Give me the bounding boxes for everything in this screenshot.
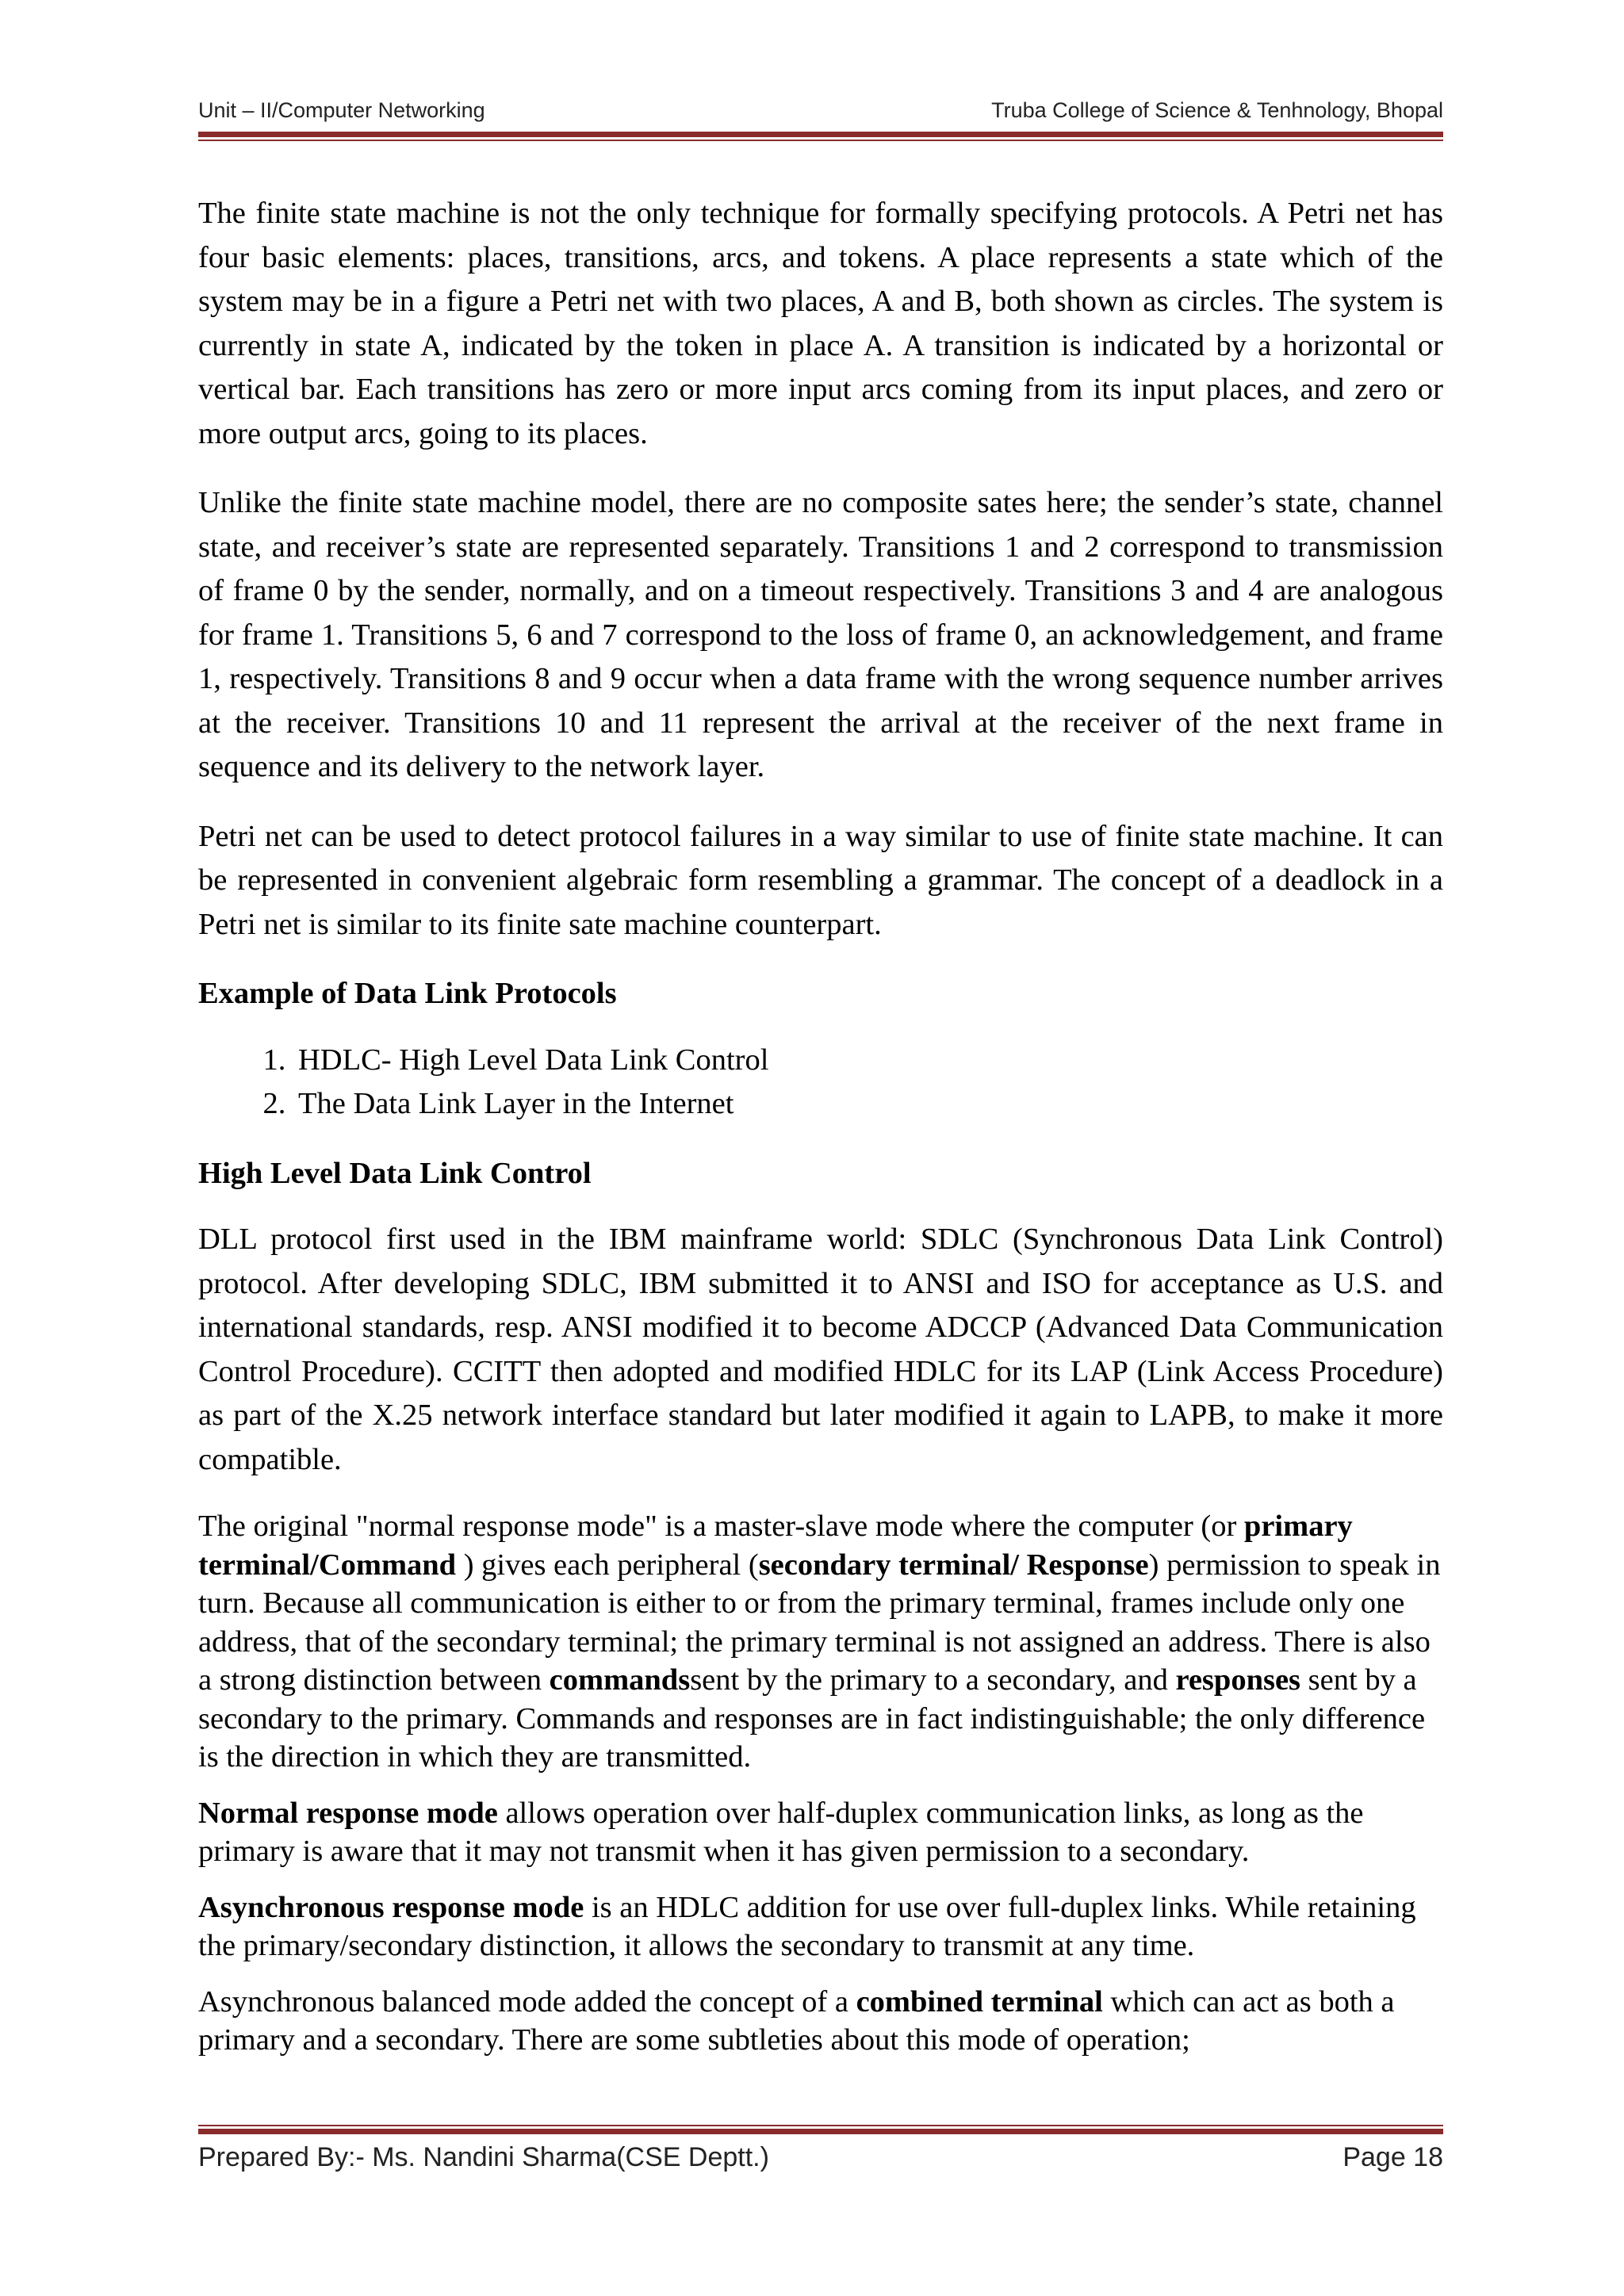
page-header xyxy=(198,94,1443,128)
paragraph-petri-net-intro: The finite state machine is not the only technique for formally specifying protocols. A Petri net has four basic elements: places, transitions, arcs, and tokens. A place represents a state which of the system may be in a figure a Petri net with two places, A and B, both shown as circles. The system is currently in state A, indicated by the token in place A. A transition is indicated by a horizontal or vertical bar. Each transitions has zero or more input arcs coming from its input places, and zero or more output arcs, going to its places. xyxy=(198,197,1443,450)
footer-rule xyxy=(198,2125,1443,2134)
heading-example-protocols: Example of Data Link Protocols xyxy=(198,977,617,1010)
footer-page-number: Page 18 xyxy=(1342,2142,1443,2172)
paragraph-hdlc-history: DLL protocol first used in the IBM mainframe world: SDLC (Synchronous Data Link Control) protocol. After developing SDLC, IBM submitted it to ANSI and ISO for acceptance as U.S. and international standards, resp. ANSI modified it to become ADCCP (Advanced Data Communication Control Procedure). CCITT then adopted and modified HDLC for its LAP (Link Access Procedure) as part of the X.25 network interface standard but later modified it again to LAPB, to make it more compatible. xyxy=(198,1223,1443,1476)
paragraph-async-response-mode: Asynchronous response mode is an HDLC addition for use over full-duplex links. While retaining the primary/secondary distinction, it allows the secondary to transmit at any time. xyxy=(198,1890,1416,1962)
header-college-name: Truba College of Science & Tenhnology, Bhopal xyxy=(991,98,1443,122)
heading-hdlc: High Level Data Link Control xyxy=(198,1156,592,1190)
protocol-list xyxy=(198,1039,1443,1127)
header-unit-title: Unit – II/Computer Networking xyxy=(198,98,485,122)
header-rule xyxy=(198,132,1443,141)
paragraph-normal-response-mode: Normal response mode allows operation over half-duplex communication links, as long as the primary is aware that it may not transmit when it has given permission to a secondary. xyxy=(198,1796,1364,1868)
list-item: 2. The Data Link Layer in the Internet xyxy=(293,1082,1443,1127)
paragraph-async-balanced-mode: Asynchronous balanced mode added the concept of a combined terminal which can act as both a primary and a secondary. There are some subtleties about this mode of operation; xyxy=(198,1984,1395,2057)
paragraph-normal-response-mode-original: The original "normal response mode" is a master-slave mode where the computer (or primary terminal/Command ) gives each peripheral (secondary terminal/ Response) permission to speak in turn. Because all communication is either to or from the primary terminal, frames include only one address, that of the secondary terminal; the primary terminal is not assigned an address. There is also a strong distinction between commandssent by the primary to a secondary, and responses sent by a secondary to the primary. Commands and responses are in fact indistinguishable; the only difference is the direction in which they are transmitted. xyxy=(198,1510,1441,1774)
footer-author: Prepared By:- Ms. Nandini Sharma(CSE Deptt.) xyxy=(198,2142,769,2172)
paragraph-petri-net-failures: Petri net can be used to detect protocol failures in a way similar to use of finite state machine. It can be represented in convenient algebraic form resembling a grammar. The concept of a deadlock in a Petri net is similar to its finite sate machine counterpart. xyxy=(198,819,1443,941)
page-content xyxy=(198,192,1443,2077)
list-item: 1. HDLC- High Level Data Link Control xyxy=(293,1039,1443,1083)
paragraph-petri-net-transitions: Unlike the finite state machine model, there are no composite sates here; the sender’s state, channel state, and receiver’s state are represented separately. Transitions 1 and 2 correspond to transmission of frame 0 by the sender, normally, and on a timeout respectively. Transitions 3 and 4 are analogous for frame 1. Transitions 5, 6 and 7 correspond to the loss of frame 0, an acknowledgement, and frame 1, respectively. Transitions 8 and 9 occur when a data frame with the wrong sequence number arrives at the receiver. Transitions 10 and 11 represent the arrival at the receiver of the next frame in sequence and its delivery to the network layer. xyxy=(198,486,1443,783)
